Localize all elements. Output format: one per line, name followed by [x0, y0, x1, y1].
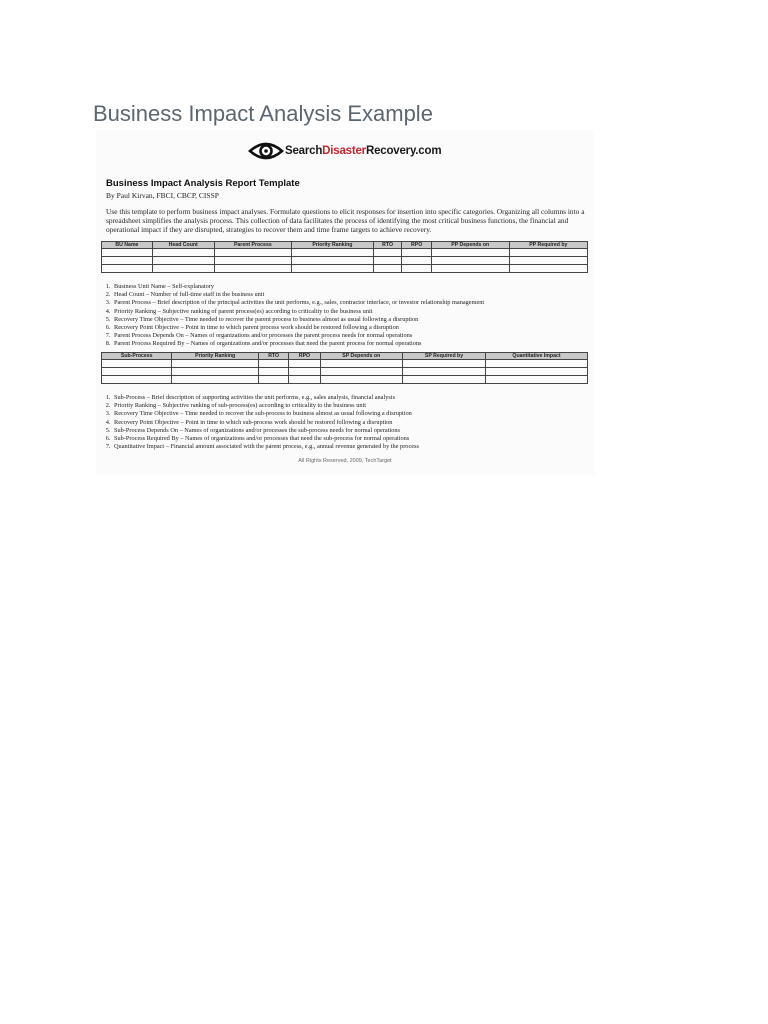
table-cell	[289, 360, 320, 368]
table-cell	[403, 360, 486, 368]
table-row	[102, 249, 588, 257]
column-header: Priority Ranking	[292, 242, 374, 249]
report-title: Business Impact Analysis Report Template	[106, 178, 300, 189]
column-header: SP Depends on	[320, 353, 402, 360]
list-item: 1. Business Unit Name – Self-explanatory	[112, 283, 484, 291]
table-cell	[289, 368, 320, 376]
column-header: Head Count	[152, 242, 214, 249]
table-row	[102, 376, 588, 384]
list-item: 7. Parent Process Depends On – Names of organizations and/or processes the parent process needs for normal operations	[112, 332, 484, 340]
table-cell	[214, 265, 291, 273]
table-cell	[292, 257, 374, 265]
column-header: BU Name	[102, 242, 153, 249]
table-cell	[402, 265, 431, 273]
definitions-list-2	[98, 394, 419, 451]
table-cell	[320, 360, 402, 368]
table-cell	[258, 368, 288, 376]
table-cell	[431, 257, 509, 265]
table-cell	[102, 257, 153, 265]
logo-text: SearchDisasterRecovery.com	[285, 145, 442, 157]
copyright-footer: All Rights Reserved, 2009, TechTarget	[298, 458, 392, 464]
table-cell	[509, 265, 587, 273]
list-item: 6. Recovery Point Objective – Point in time to which parent process work should be restored following a disruption	[112, 324, 484, 332]
column-header: SP Required by	[403, 353, 486, 360]
table-cell	[485, 368, 587, 376]
table-cell	[431, 249, 509, 257]
table-cell	[403, 376, 486, 384]
table-cell	[373, 257, 402, 265]
list-item: 3. Parent Process – Brief description of the principal activities the unit performs, e.g., sales, contractor interface, or investor relationship management	[112, 299, 484, 307]
table-cell	[320, 368, 402, 376]
bu-table	[101, 241, 588, 273]
page-title: Business Impact Analysis Example	[93, 100, 433, 126]
table-cell	[152, 265, 214, 273]
column-header: Quantitative Impact	[485, 353, 587, 360]
list-item: 5. Recovery Time Objective – Time needed to recover the parent process to business almost as usual following a disruption	[112, 316, 484, 324]
column-header: PP Required by	[509, 242, 587, 249]
table-cell	[258, 360, 288, 368]
table-cell	[402, 249, 431, 257]
column-header: Sub-Process	[102, 353, 172, 360]
table-cell	[485, 376, 587, 384]
table-row	[102, 257, 588, 265]
table-cell	[509, 257, 587, 265]
eye-icon	[248, 138, 284, 164]
subprocess-table	[101, 352, 588, 384]
table-cell	[102, 265, 153, 273]
table-cell	[402, 257, 431, 265]
list-item: 7. Quantitative Impact – Financial amount associated with the parent process, e.g., annual revenue generated by the process	[112, 443, 419, 451]
definitions-list-1	[98, 283, 484, 349]
table-cell	[102, 360, 172, 368]
column-header: PP Depends on	[431, 242, 509, 249]
table-cell	[172, 368, 259, 376]
table-row	[102, 265, 588, 273]
table-cell	[172, 360, 259, 368]
table-cell	[289, 376, 320, 384]
table-cell	[214, 249, 291, 257]
column-header: RPO	[289, 353, 320, 360]
table-cell	[102, 376, 172, 384]
table-cell	[152, 257, 214, 265]
column-header: Priority Ranking	[172, 353, 259, 360]
report-author: By Paul Kirvan, FBCI, CBCP, CISSP	[106, 191, 219, 200]
list-item: 3. Recovery Time Objective – Time needed to recover the sub-process to business almost as usual following a disruption	[112, 410, 419, 418]
list-item: 4. Priority Ranking – Subjective ranking of parent process(es) according to criticality to the business unit	[112, 308, 484, 316]
list-item: 1. Sub-Process – Brief description of supporting activities the unit performs, e.g., sales analysis, financial analysis	[112, 394, 419, 402]
table-cell	[292, 265, 374, 273]
table-cell	[373, 265, 402, 273]
list-item: 2. Priority Ranking – Subjective ranking of sub-process(es) according to criticality to the business unit	[112, 402, 419, 410]
table-cell	[509, 249, 587, 257]
list-item: 4. Recovery Point Objective – Point in time to which sub-process work should be restored following a disruption	[112, 419, 419, 427]
table-cell	[152, 249, 214, 257]
table-row	[102, 368, 588, 376]
column-header: RTO	[258, 353, 288, 360]
logo	[248, 136, 441, 166]
table-cell	[172, 376, 259, 384]
table-cell	[320, 376, 402, 384]
list-item: 8. Parent Process Required By – Names of organizations and/or processes that need the parent process for normal operations	[112, 340, 484, 348]
table-row	[102, 360, 588, 368]
table-cell	[102, 249, 153, 257]
document-image	[96, 130, 594, 475]
column-header: Parent Process	[214, 242, 291, 249]
table-header-row	[102, 353, 588, 360]
column-header: RTO	[373, 242, 402, 249]
table-cell	[214, 257, 291, 265]
table-cell	[403, 368, 486, 376]
list-item: 6. Sub-Process Required By – Names of organizations and/or processes that need the sub-process for normal operations	[112, 435, 419, 443]
table-cell	[292, 249, 374, 257]
table-cell	[102, 368, 172, 376]
list-item: 5. Sub-Process Depends On – Names of organizations and/or processes the sub-process needs for normal operations	[112, 427, 419, 435]
table-header-row	[102, 242, 588, 249]
report-intro: Use this template to perform business impact analyses. Formulate questions to elicit responses for insertion into specific categories. Organizing all columns into a spreadsheet simplifies the analysis process. This collection of data facilitates the process of identifying the most critical business functions, the financial and operational impact if they are disrupted, strategies to recover them and time frame targets to achieve recovery.	[106, 207, 585, 235]
list-item: 2. Head Count – Number of full-time staff in the business unit	[112, 291, 484, 299]
column-header: RPO	[402, 242, 431, 249]
table-cell	[431, 265, 509, 273]
table-cell	[485, 360, 587, 368]
table-cell	[258, 376, 288, 384]
table-cell	[373, 249, 402, 257]
